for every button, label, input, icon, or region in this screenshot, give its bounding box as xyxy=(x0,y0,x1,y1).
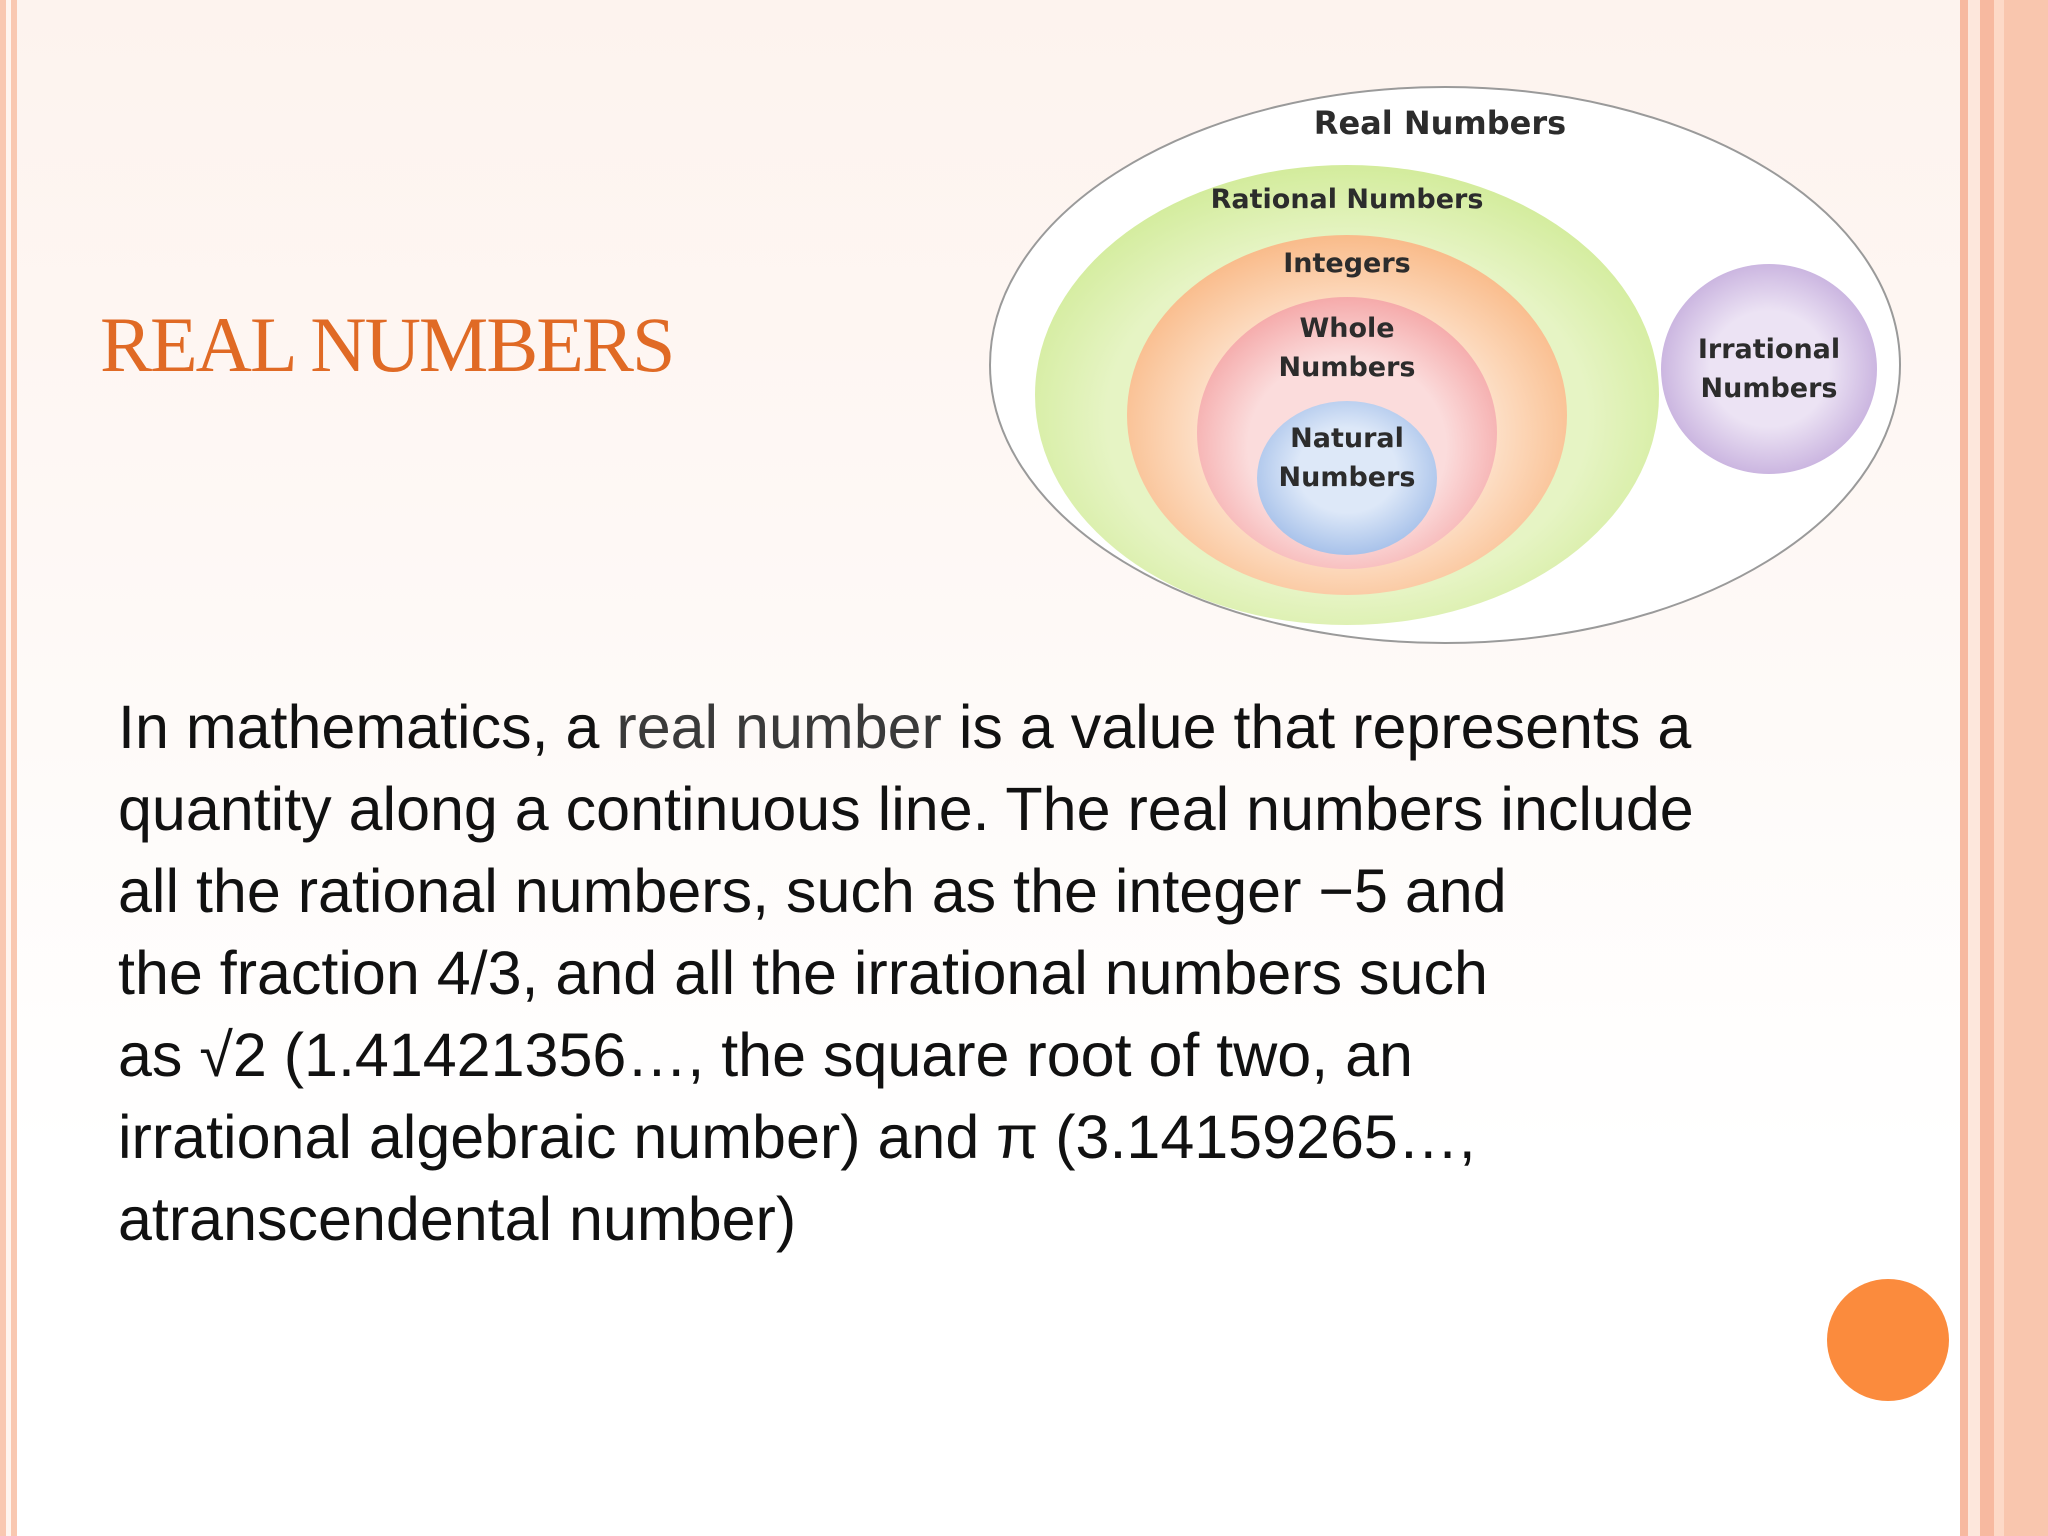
real-numbers-venn-diagram xyxy=(975,75,1915,675)
paragraph-line: the fraction 4/3, and all the irrational numbers such xyxy=(118,939,1488,1007)
right-border-gap xyxy=(1968,0,1980,1536)
paragraph-line: atranscendental number) xyxy=(118,1185,797,1253)
whole-numbers-label-line2: Numbers xyxy=(1278,352,1416,383)
irrational-numbers-circle xyxy=(1661,264,1877,474)
definition-paragraph xyxy=(118,686,1958,1260)
right-border-stripe xyxy=(1980,0,1994,1536)
real-numbers-label: Real Numbers xyxy=(1313,104,1567,142)
paragraph-text: In mathematics, a xyxy=(118,693,617,761)
whole-numbers-label-line1: Whole xyxy=(1299,313,1395,344)
paragraph-line: quantity along a continuous line. The real numbers include xyxy=(118,775,1694,843)
paragraph-text: is a value that represents a xyxy=(941,693,1692,761)
real-number-term: real number xyxy=(616,693,942,761)
paragraph-line xyxy=(118,686,1958,768)
irrational-numbers-label-line1: Irrational xyxy=(1697,334,1841,365)
natural-numbers-label-line2: Numbers xyxy=(1278,462,1416,493)
paragraph-line: all the rational numbers, such as the integer −5 and xyxy=(118,857,1507,925)
rational-numbers-label: Rational Numbers xyxy=(1210,184,1484,215)
right-border-band xyxy=(2004,0,2048,1536)
irrational-numbers-label-line2: Numbers xyxy=(1700,373,1838,404)
natural-numbers-label-line1: Natural xyxy=(1290,423,1404,454)
left-border-stripe-inner xyxy=(11,0,17,1536)
paragraph-line: as √2 (1.41421356…, the square root of two, an xyxy=(118,1021,1413,1089)
orange-dot-decoration xyxy=(1827,1279,1949,1401)
right-border-gap xyxy=(1994,0,2004,1536)
slide-title: REAL NUMBERS xyxy=(100,301,674,388)
right-border-stripe xyxy=(1960,0,1968,1536)
integers-label: Integers xyxy=(1283,248,1411,279)
paragraph-line: irrational algebraic number) and π (3.14159265…, xyxy=(118,1103,1476,1171)
